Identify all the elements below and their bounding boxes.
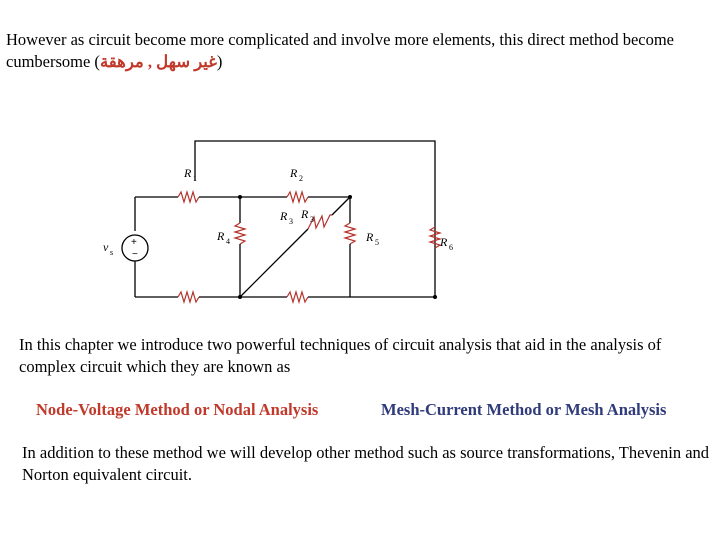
source-plus: + <box>131 237 137 248</box>
label-vs-sub: s <box>110 248 114 257</box>
label-r6: R <box>440 235 448 249</box>
arabic-phrase: غير سهل , مرهقة <box>99 52 217 71</box>
node <box>238 295 242 299</box>
source-minus: − <box>132 249 138 260</box>
circuit-diagram <box>95 135 475 325</box>
label-vs: v <box>103 240 109 254</box>
resistor-r1 <box>178 192 199 202</box>
label-r5-sub: 5 <box>375 238 379 247</box>
label-r3: R <box>280 209 288 223</box>
diagonal-wire <box>240 229 308 297</box>
resistor-r7 <box>287 292 308 302</box>
chapter-paragraph: In this chapter we introduce two powerful techniques of circuit analysis that aid in the analysis of complex circuit which they are known as <box>19 335 662 376</box>
diagonal-wire <box>332 197 350 215</box>
mesh-method-label: Mesh-Current Method or Mesh Analysis <box>381 400 667 419</box>
other-methods-paragraph: In addition to these method we will develop other method such as source transformations, Thevenin and Norton equivalent circuit. <box>22 443 710 484</box>
label-r2: R <box>290 166 298 180</box>
label-r1-sub: 1 <box>193 174 197 183</box>
label-r3-sub: 3 <box>289 217 293 226</box>
resistor-r2 <box>287 192 308 202</box>
node <box>238 195 242 199</box>
nodal-method-label: Node-Voltage Method or Nodal Analysis <box>36 400 319 419</box>
label-r3b-sub: 3 <box>310 215 314 224</box>
label-r1: R <box>184 166 192 180</box>
label-r6-sub: 6 <box>449 243 453 252</box>
node <box>433 295 437 299</box>
resistor-r5 <box>345 223 355 244</box>
label-r5: R <box>366 230 374 244</box>
node <box>348 195 352 199</box>
label-r4-sub: 4 <box>226 237 230 246</box>
label-r3b: R <box>301 207 309 221</box>
label-r4: R <box>217 229 225 243</box>
intro-text: However as circuit become more complicated and involve more elements, this direct method become cumbersome ( <box>6 30 675 71</box>
intro-paragraph <box>6 29 706 73</box>
resistor-r6 <box>178 292 199 302</box>
top-wire <box>195 141 435 297</box>
resistor-r4 <box>235 223 245 244</box>
label-r2-sub: 2 <box>299 174 303 183</box>
intro-close: ) <box>216 52 223 71</box>
